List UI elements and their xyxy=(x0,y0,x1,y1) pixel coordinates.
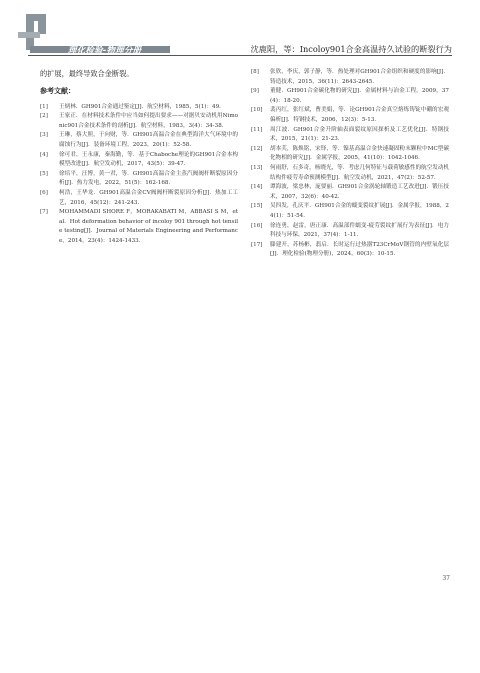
reference-item xyxy=(251,145,449,164)
reference-text: 徐培平，汪博，黄一君，等．GH901高温合金主蒸汽阀阀杆断裂原因分析[J]．热力发电，2022，51(5)：162-168． xyxy=(59,170,238,187)
reference-number: [3] xyxy=(40,132,48,139)
reference-number: [4] xyxy=(40,151,48,158)
reference-item xyxy=(251,183,449,202)
reference-item xyxy=(40,103,238,113)
reference-text: 裴丙红，张红斌，曹美娟，等．论GH901合金真空熔炼铸锭中硼的宏观偏析[J]．特钢技术，2006，12(3)：5-13． xyxy=(270,107,449,123)
reference-number: [10] xyxy=(251,107,263,114)
reference-item xyxy=(251,241,449,260)
reference-number: [17] xyxy=(251,241,263,248)
reference-number: [1] xyxy=(40,103,48,110)
reference-item xyxy=(251,222,449,241)
reference-text: 徐可君，王永康，秦海勤，等．基于Chaboche理论的GH901合金本构模型改进[J]．航空发动机，2017，43(5)：39-47． xyxy=(59,151,238,168)
reference-item xyxy=(40,170,238,189)
reference-number: [14] xyxy=(251,184,263,191)
reference-list-left xyxy=(40,103,238,247)
reference-number: [9] xyxy=(251,88,259,95)
reference-item xyxy=(40,151,238,170)
reference-number: [12] xyxy=(251,145,263,152)
reference-item xyxy=(251,202,449,221)
reference-text: 张欣，李庆，郭子静，等．热处理对GH901合金组织和硬度的影响[J]．铸造技术，2015，36(11)：2643-2645． xyxy=(270,69,449,85)
reference-text: 周江波．GH901合金升阶轴表面裂纹原因探析及工艺优化[J]．特钢技术，2015，21(1)：21-23． xyxy=(270,126,449,143)
reference-item xyxy=(251,87,449,106)
reference-text: 吴四发，孔庆平．GH901合金的蠕变裂纹扩展[J]．金属学报，1988，24(1)：51-54． xyxy=(270,203,449,219)
reference-item xyxy=(40,131,238,150)
reference-item xyxy=(251,164,449,183)
reference-number: [7] xyxy=(40,209,48,216)
header-rule xyxy=(28,55,452,56)
journal-brand: 理化检验-物理分册 xyxy=(68,46,142,56)
reference-list-right xyxy=(251,68,449,260)
reference-text: MOHAMMADI SHORE F，MORAKABATI M，ABBASI S M，et al．Hot deformation behavior of incoloy 901 through hot tensile testing[J]．Journal of Materials Engineering and Performance，2014，23(4)：1424-1433． xyxy=(59,209,238,244)
left-column xyxy=(40,68,238,247)
reference-text: 王炳林．GH901合金通过鉴定[J]．航空材料，1985，5(1)：49． xyxy=(59,103,225,110)
reference-text: 王家正．在材料技术条件中应当如何提出要求——对据贝安动机用Nimonic901合金技术条件的剖析[J]．航空材料，1983，3(4)：34-38． xyxy=(59,113,238,129)
right-column xyxy=(251,68,449,260)
page-number: 37 xyxy=(442,575,450,582)
reference-text: 王琳，蔡大照，于向财，等．GH901高温合金在典型海洋大气环境中的腐蚀行为[J]．装备环境工程，2023，20(1)：52-58． xyxy=(59,132,238,148)
reference-text: 柯浩，王华龙．GH901高温合金CV阀阀杆断裂原因分析[J]．热加工工艺，2016，45(12)：241-243． xyxy=(59,189,238,206)
reference-item xyxy=(40,112,238,131)
reference-text: 董健．GH901合金碳化物的研究[J]．金属材料与冶金工程，2009，37(4)：18-20． xyxy=(270,88,449,104)
running-title: 沈鹿阳，等：Incoloy901合金高温持久试验的断裂行为 xyxy=(250,44,452,54)
reference-number: [15] xyxy=(251,203,263,210)
reference-number: [5] xyxy=(40,170,48,177)
reference-number: [8] xyxy=(251,69,259,75)
reference-item xyxy=(251,106,449,125)
reference-item xyxy=(40,208,238,246)
reference-text: 滕建开，苏杨彬，翡启．长时运行过热器T23CrMoV钢管的内壁氧化层[J]．理化检验(物理分册)，2024，60(3)：10-15． xyxy=(270,241,449,258)
reference-item xyxy=(40,189,238,208)
intro-text: 的扩展，最终导致合金断裂。 xyxy=(40,69,134,78)
reference-number: [2] xyxy=(40,113,48,120)
references-heading: 参考文献： xyxy=(40,87,75,95)
reference-text: 徐连勇，赵雷，唐正康．高温部件蠕变-疲劳裂纹扩展行为表征[J]．电力科技与环保，2021，37(4)：1-11． xyxy=(270,222,449,239)
page-header xyxy=(0,0,480,62)
reference-number: [16] xyxy=(251,222,263,229)
reference-number: [13] xyxy=(251,164,263,171)
journal-logo-icon xyxy=(18,14,46,50)
reference-text: 谭海波，梁忠林，庞要丽．GH901合金涡轮轴锻造工艺改进[J]．锻压技术，2007，32(6)：40-42． xyxy=(270,184,449,200)
reference-item xyxy=(251,68,449,87)
reference-text: 何雨舒，石多奇，杨晓光，等．考虑几何特征与载荷敏感性的航空发动机结构件疲劳寿命预测模型[J]．航空发动机，2021，47(2)：52-57． xyxy=(270,164,450,181)
reference-item xyxy=(251,126,449,145)
reference-text: 胡本芙，陈焕铭，宋铎，等．镍基高温合金快速凝固粉末颗粒中MC型碳化物相的研究[J]．金属学报，2005，41(10)：1042-1046． xyxy=(270,145,449,162)
reference-number: [11] xyxy=(251,126,263,133)
reference-number: [6] xyxy=(40,189,48,196)
